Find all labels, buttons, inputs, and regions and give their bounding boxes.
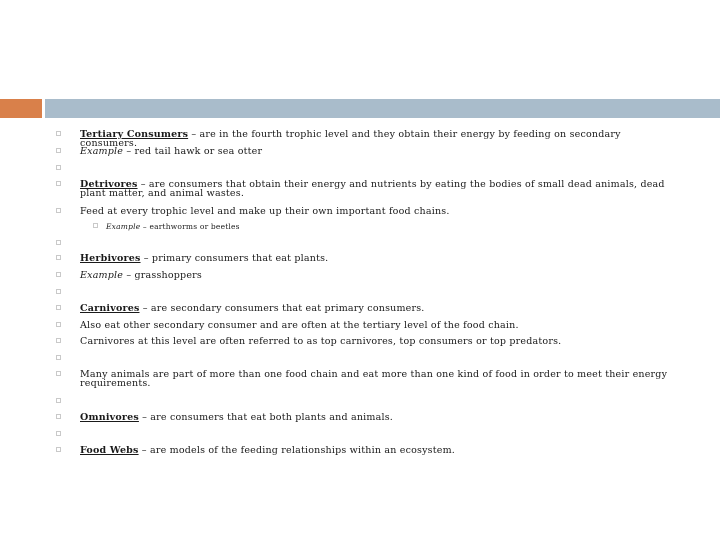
body-text: – are models of the feeding relationships within an ecosystem. <box>138 445 456 456</box>
square-bullet-icon <box>56 355 61 360</box>
square-bullet-icon <box>56 305 61 310</box>
bullet-text <box>80 413 680 422</box>
body-text: – are consumers that eat both plants and animals. <box>138 412 394 423</box>
square-bullet-icon <box>56 447 61 452</box>
bullet-text <box>80 304 680 313</box>
body-text: – are secondary consumers that eat primary consumers. <box>139 303 425 314</box>
body-text: Many animals are part of more than one food chain and eat more than one kind of food in order to meet their energy requirements. <box>80 369 668 389</box>
bullet-text <box>80 337 680 346</box>
bullet-text <box>80 254 680 263</box>
bullet-text <box>80 147 680 156</box>
body-text: – are consumers that obtain their energy and nutrients by eating the bodies of small dead animals, dead plant matter, and animal wastes. <box>80 179 665 199</box>
square-bullet-icon <box>56 272 61 277</box>
example-label: Example <box>80 270 124 281</box>
square-bullet-icon <box>56 338 61 343</box>
square-bullet-icon <box>56 181 61 186</box>
bullet-text <box>80 207 680 216</box>
square-bullet-icon <box>56 165 61 170</box>
title-band <box>45 99 720 118</box>
term-label: Carnivores <box>80 303 140 314</box>
bullet-text <box>106 222 706 231</box>
body-text: – are in the fourth trophic level and they obtain their energy by feeding on secondary consumers. <box>80 129 621 149</box>
bullet-text <box>80 446 680 455</box>
square-bullet-icon <box>56 255 61 260</box>
term-label: Detrivores <box>80 179 138 190</box>
square-bullet-icon <box>56 240 61 245</box>
term-label: Tertiary Consumers <box>80 129 189 140</box>
example-label: Example <box>80 146 124 157</box>
square-bullet-icon <box>93 223 98 228</box>
body-text: – primary consumers that eat plants. <box>140 253 329 264</box>
square-bullet-icon <box>56 148 61 153</box>
title-band-accent <box>0 99 42 118</box>
term-label: Omnivores <box>80 412 139 423</box>
square-bullet-icon <box>56 371 61 376</box>
body-text: – grasshoppers <box>123 270 202 281</box>
square-bullet-icon <box>56 398 61 403</box>
body-text: Carnivores at this level are often referred to as top carnivores, top consumers or top predators. <box>80 336 562 347</box>
body-text: Feed at every trophic level and make up their own important food chains. <box>80 206 450 217</box>
body-text: Also eat other secondary consumer and are often at the tertiary level of the food chain. <box>80 320 519 331</box>
term-label: Herbivores <box>80 253 141 264</box>
bullet-text <box>80 271 680 280</box>
square-bullet-icon <box>56 431 61 436</box>
bullet-text <box>80 180 680 198</box>
term-label: Food Webs <box>80 445 139 456</box>
square-bullet-icon <box>56 208 61 213</box>
bullet-text <box>80 370 680 388</box>
square-bullet-icon <box>56 322 61 327</box>
body-text: – red tail hawk or sea otter <box>123 146 263 157</box>
square-bullet-icon <box>56 414 61 419</box>
example-label: Example <box>106 222 141 231</box>
bullet-text <box>80 321 680 330</box>
body-text: – earthworms or beetles <box>140 222 240 231</box>
square-bullet-icon <box>56 289 61 294</box>
square-bullet-icon <box>56 131 61 136</box>
